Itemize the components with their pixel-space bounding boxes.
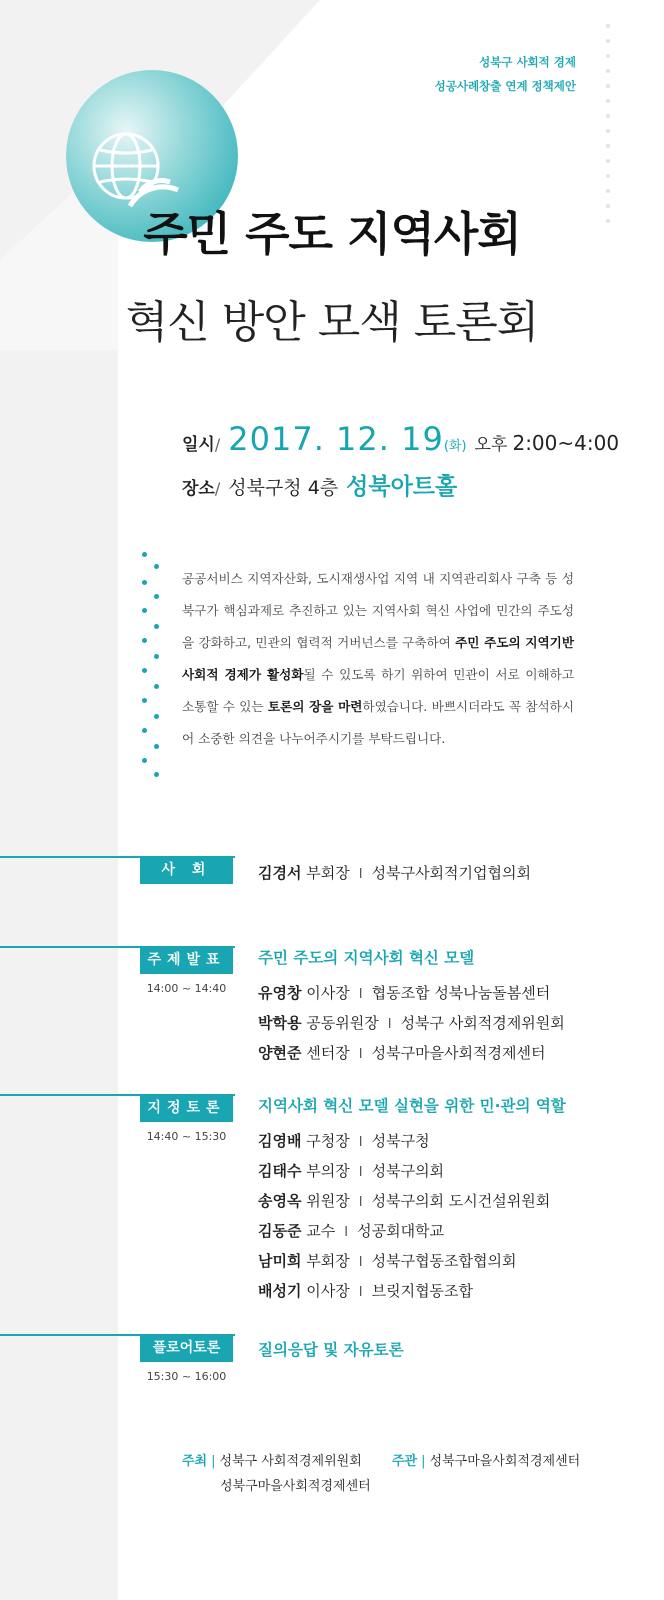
person-role: 구청장 (306, 1132, 350, 1150)
organizer-value: 성북구마을사회적경제센터 (429, 1454, 581, 1469)
description-bold-3: 토론의 장을 마련 (267, 699, 363, 714)
place-highlight: 성북아트홀 (346, 474, 458, 500)
separator: I (358, 1165, 363, 1180)
person-role: 부회장 (306, 1252, 350, 1270)
footer-host (182, 1450, 371, 1494)
date-slash: / (214, 435, 221, 454)
person-name: 김영배 (258, 1132, 302, 1150)
separator: I (387, 1017, 392, 1032)
separator: I (358, 1195, 363, 1210)
person-role: 이사장 (306, 984, 350, 1002)
description-dot-decoration (140, 550, 166, 780)
date-label: 일시 (182, 435, 215, 455)
program-time: 15:30 ~ 16:00 (146, 1370, 227, 1383)
description-text-2: 될 수 있도록 하기 위하여 민관이 서로 이해하고 소통할 수 있는 (182, 667, 574, 714)
person-role: 이사장 (306, 1282, 350, 1300)
date-value: 2017. 12. 19 (228, 420, 444, 458)
separator: I (344, 1225, 349, 1240)
place-value: 성북구청 4층 (228, 477, 339, 499)
description-bold-2: 사회적 경제가 활성화 (182, 667, 304, 682)
separator: I (358, 1285, 363, 1300)
place-label: 장소 (182, 479, 215, 499)
host-label: 주최 (182, 1454, 208, 1469)
footer-organizer (392, 1450, 580, 1469)
time-value: 2:00~4:00 (512, 431, 620, 455)
person-org: 브릿지협동조합 (371, 1282, 474, 1300)
separator: I (358, 867, 363, 882)
person-name: 유영창 (258, 984, 302, 1002)
date-row (182, 420, 619, 458)
program-person (258, 1160, 444, 1181)
event-description (182, 563, 574, 755)
place-row (182, 468, 457, 501)
host-line-2: 성북구마을사회적경제센터 (220, 1479, 371, 1494)
program-person (258, 862, 531, 883)
person-org: 성공회대학교 (357, 1222, 445, 1240)
main-title: 주민 주도 지역사회 (143, 207, 521, 261)
program-time: 14:40 ~ 15:30 (146, 1130, 227, 1143)
person-role: 부의장 (306, 1162, 350, 1180)
program-heading: 질의응답 및 자유토론 (258, 1341, 404, 1359)
separator: I (358, 1047, 363, 1062)
person-org: 성북구의회 (371, 1162, 445, 1180)
subtitle-line-1: 성북구 사회적 경제 (479, 55, 576, 69)
main-title-secondary: 혁신 방안 모색 토론회 (125, 297, 539, 348)
person-org: 성북구의회 도시건설위원회 (371, 1192, 551, 1210)
person-org: 성북구마을사회적경제센터 (371, 1044, 546, 1062)
place-slash: / (214, 479, 221, 498)
person-org: 협동조합 성북나눔돌봄센터 (371, 984, 551, 1002)
person-org: 성북구 사회적경제위원회 (400, 1014, 565, 1032)
person-role: 위원장 (306, 1192, 350, 1210)
time-prefix: 오후 (474, 435, 508, 455)
program-tag-presentation: 주제발표 (140, 946, 233, 974)
footer-bar: | (211, 1454, 216, 1469)
person-role: 센터장 (306, 1044, 350, 1062)
person-org: 성북구사회적기업협의회 (371, 864, 531, 882)
program-heading: 지역사회 혁신 모델 실현을 위한 민·관의 역할 (258, 1097, 566, 1115)
program-person (258, 1190, 550, 1211)
program-person (258, 1220, 444, 1241)
person-name: 김경서 (258, 864, 302, 882)
person-role: 공동위원장 (306, 1014, 379, 1032)
description-text-1: 공공서비스 지역자산화, 도시재생사업 지역 내 지역관리회사 구축 등 성북구가 핵심과제로 추진하고 있는 지역사회 혁신 사업에 민간의 주도성을 강화하고, 민관의 협력적 거버넌스를 구축하여 (182, 571, 574, 650)
person-role: 교수 (306, 1222, 336, 1240)
separator: I (358, 987, 363, 1002)
person-org: 성북구청 (371, 1132, 430, 1150)
person-name: 박학용 (258, 1014, 302, 1032)
program-time: 14:00 ~ 14:40 (146, 982, 227, 995)
program-person (258, 1012, 565, 1033)
program-person (258, 1250, 517, 1271)
event-subtitle (435, 50, 576, 98)
description-text-3: 하였습니다. 바쁘시더라도 꼭 참석하시어 소중한 의견을 나누어주시기를 부탁드립니다. (182, 699, 574, 746)
footer-bar: | (421, 1454, 426, 1469)
person-role: 부회장 (306, 864, 350, 882)
subtitle-line-2: 성공사례창출 연계 정책제안 (434, 79, 576, 93)
person-name: 남미희 (258, 1252, 302, 1270)
description-bold-1: 주민 주도의 지역기반 (455, 635, 574, 650)
separator: I (358, 1135, 363, 1150)
program-person (258, 1130, 430, 1151)
date-day: (화) (443, 439, 467, 454)
program-person (258, 982, 550, 1003)
person-name: 배성기 (258, 1282, 302, 1300)
program-tag-moderator: 사 회 (140, 856, 233, 884)
program-person (258, 1280, 473, 1301)
person-org: 성북구협동조합협의회 (371, 1252, 517, 1270)
separator: I (358, 1255, 363, 1270)
person-name: 양현준 (258, 1044, 302, 1062)
host-line-1: 성북구 사회적경제위원회 (219, 1454, 362, 1469)
person-name: 김태수 (258, 1162, 302, 1180)
program-person (258, 1042, 545, 1063)
program-tag-floor: 플로어토론 (140, 1334, 233, 1362)
organizer-label: 주관 (392, 1454, 418, 1469)
program-tag-discussion: 지정토론 (140, 1094, 233, 1122)
person-name: 김동준 (258, 1222, 302, 1240)
person-name: 송영옥 (258, 1192, 302, 1210)
program-heading: 주민 주도의 지역사회 혁신 모델 (258, 949, 475, 967)
